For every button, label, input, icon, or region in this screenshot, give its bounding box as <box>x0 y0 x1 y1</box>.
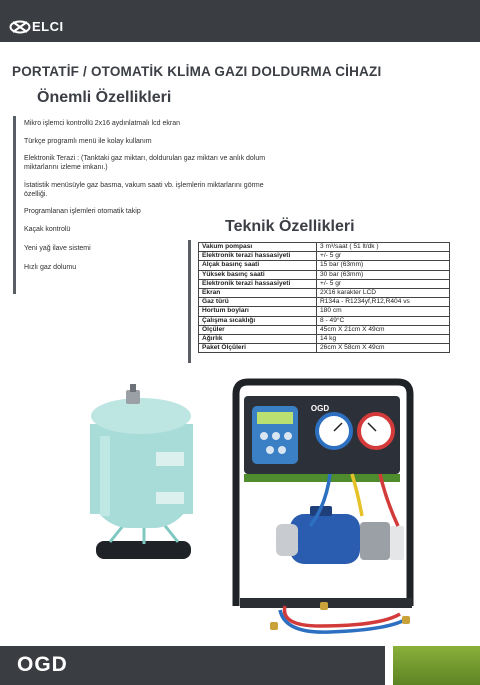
table-row <box>199 252 450 261</box>
spec-key: Paket Ölçüleri <box>199 344 317 353</box>
feature-item: Hızlı gaz dolumu <box>24 264 77 271</box>
feature-item: Programlanan işlemleri otomatik takip <box>24 208 141 215</box>
table-row <box>199 243 450 252</box>
feature-item: Kaçak kontrolü <box>24 226 71 233</box>
feature-item: Mikro işlemci kontrollü 2x16 aydınlatmalı lcd ekran <box>24 120 181 127</box>
feature-item: Türkçe programlı menü ile kolay kullanım <box>24 138 152 145</box>
spec-key: Alçak basınç saati <box>199 261 317 270</box>
spec-value: 26cm X 58cm X 49cm <box>317 344 450 353</box>
brand-logo <box>9 19 64 34</box>
spec-key: Yüksek basınç saati <box>199 270 317 279</box>
spec-key: Elektronik terazi hassasiyeti <box>199 279 317 288</box>
spec-key: Ölçüler <box>199 325 317 334</box>
spec-value: 8 - 49°C <box>317 316 450 325</box>
spec-value: 45cm X 21cm X 49cm <box>317 325 450 334</box>
spec-value: 30 bar (63mm) <box>317 270 450 279</box>
spec-key: Ekran <box>199 288 317 297</box>
table-row <box>199 298 450 307</box>
features-heading: Önemli Özellikleri <box>37 89 172 106</box>
spec-value: 3 m³/saat ( 51 lt/dk ) <box>317 243 450 252</box>
table-row <box>199 334 450 343</box>
feature-item: Yeni yağ ilave sistemi <box>24 245 91 252</box>
spec-key: Çalışma sıcaklığı <box>199 316 317 325</box>
spec-value: +/- 5 gr <box>317 252 450 261</box>
specs-heading: Teknik Özellikleri <box>225 218 355 235</box>
spec-key: Ağırlık <box>199 334 317 343</box>
spec-key: Gaz türü <box>199 298 317 307</box>
footer-bar <box>0 646 385 685</box>
spec-key: Vakum pompası <box>199 243 317 252</box>
brand-name: ELCI <box>32 19 64 34</box>
brand-logo-icon <box>9 20 31 34</box>
spec-value: R134a - R1234yf,R12,R404 vs <box>317 298 450 307</box>
footer-label: OGD <box>17 653 68 676</box>
feature-item: Elektronik Terazi : (Tanktaki gaz miktarı, doldurulan gaz miktarı ve anlık dolum miktarlarını izleme imkanı.) <box>24 155 266 171</box>
table-row <box>199 325 450 334</box>
panel-label: OGD <box>310 404 330 413</box>
table-row <box>199 279 450 288</box>
spec-value: +/- 5 gr <box>317 279 450 288</box>
spec-value: 14 kg <box>317 334 450 343</box>
vacuum-pump <box>276 506 404 564</box>
footer-accent <box>393 646 480 685</box>
features-accent-bar <box>13 116 16 294</box>
product-photo <box>80 376 440 644</box>
specs-accent-bar <box>188 240 191 363</box>
spec-key: Hortum boyları <box>199 307 317 316</box>
header-bar <box>0 0 480 42</box>
feature-item: İstatistik menüsüyle gaz basma, vakum saati vb. işlemlerin miktarlarını görme özelliği. <box>24 182 264 198</box>
table-row <box>199 316 450 325</box>
table-row <box>199 307 450 316</box>
spec-value: 180 cm <box>317 307 450 316</box>
table-row <box>199 270 450 279</box>
spec-key: Elektronik terazi hassasiyeti <box>199 252 317 261</box>
gas-cylinder <box>90 384 193 528</box>
specs-table <box>198 242 450 353</box>
table-row <box>199 261 450 270</box>
spec-value: 15 bar (63mm) <box>317 261 450 270</box>
table-row <box>199 344 450 353</box>
table-row <box>199 288 450 297</box>
spec-value: 2X16 karakter LCD <box>317 288 450 297</box>
page-title: PORTATİF / OTOMATİK KLİMA GAZI DOLDURMA CİHAZI <box>12 64 382 79</box>
